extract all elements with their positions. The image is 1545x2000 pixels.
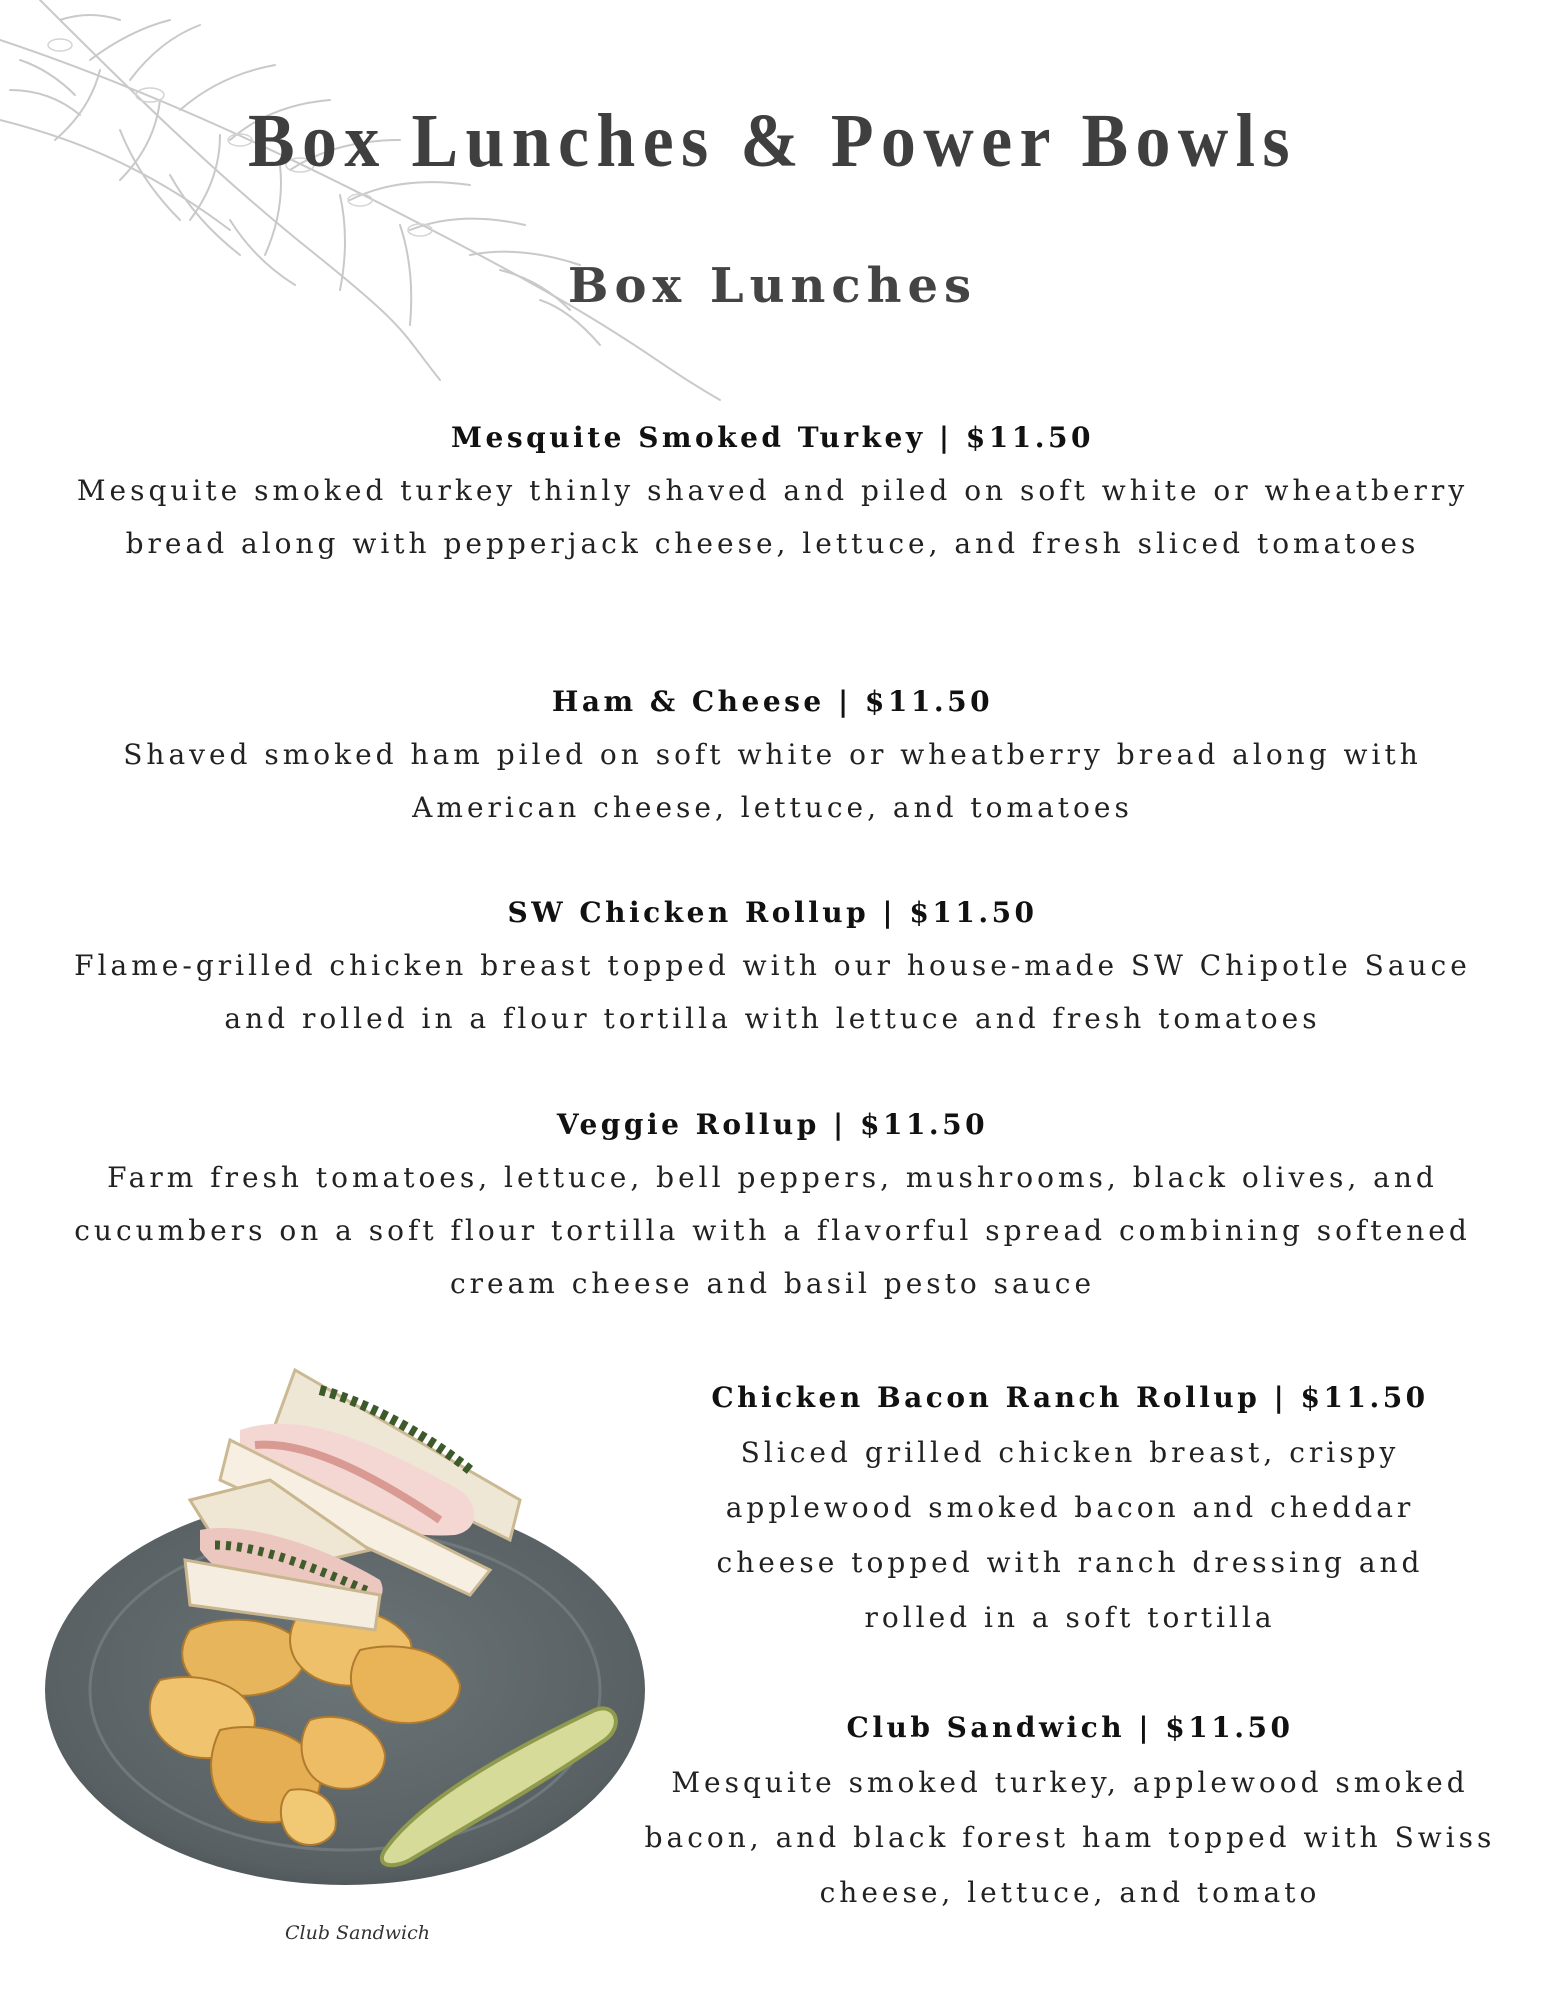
menu-item-name: Chicken Bacon Ranch Rollup | $11.50 bbox=[711, 1381, 1429, 1414]
page-title: Box Lunches & Power Bowls bbox=[247, 99, 1297, 183]
menu-item-description: Shaved smoked ham piled on soft white or wheatberry bread along with American cheese, lettuce, and tomatoes bbox=[123, 738, 1422, 824]
menu-item-name: SW Chicken Rollup | $11.50 bbox=[507, 896, 1038, 929]
menu-item-description: Flame-grilled chicken breast topped with our house-made SW Chipotle Sauce and rolled in a flour tortilla with lettuce and fresh tomatoes bbox=[74, 949, 1471, 1035]
menu-item-description: Sliced grilled chicken breast, crispy applewood smoked bacon and cheddar cheese topped with ranch dressing and rolled in a soft tortilla bbox=[716, 1436, 1424, 1634]
photo-caption: Club Sandwich bbox=[285, 1922, 431, 1944]
menu-item-name: Club Sandwich | $11.50 bbox=[846, 1711, 1294, 1744]
menu-item-name: Ham & Cheese | $11.50 bbox=[551, 685, 994, 718]
section-heading: Box Lunches bbox=[567, 258, 978, 314]
club-sandwich-photo bbox=[40, 1330, 660, 1890]
menu-item-name: Mesquite Smoked Turkey | $11.50 bbox=[451, 421, 1094, 454]
botanical-illustration bbox=[0, 0, 760, 420]
menu-item-ham-cheese bbox=[60, 676, 1485, 834]
menu-item-description: Farm fresh tomatoes, lettuce, bell peppers, mushrooms, black olives, and cucumbers on a soft flour tortilla with a flavorful spread combining softened cream cheese and basil pesto sauce bbox=[74, 1161, 1471, 1300]
menu-item-veggie-rollup bbox=[60, 1099, 1485, 1310]
menu-item-chicken-bacon-ranch-rollup bbox=[630, 1370, 1510, 1645]
menu-item-description: Mesquite smoked turkey, applewood smoked bacon, and black forest ham topped with Swiss cheese, lettuce, and tomato bbox=[644, 1766, 1496, 1909]
menu-item-mesquite-smoked-turkey bbox=[60, 412, 1485, 570]
menu-item-name: Veggie Rollup | $11.50 bbox=[556, 1108, 989, 1141]
menu-item-club-sandwich bbox=[630, 1700, 1510, 1920]
menu-item-sw-chicken-rollup bbox=[60, 887, 1485, 1045]
menu-item-description: Mesquite smoked turkey thinly shaved and piled on soft white or wheatberry bread along with pepperjack cheese, lettuce, and fresh sliced tomatoes bbox=[76, 474, 1469, 560]
